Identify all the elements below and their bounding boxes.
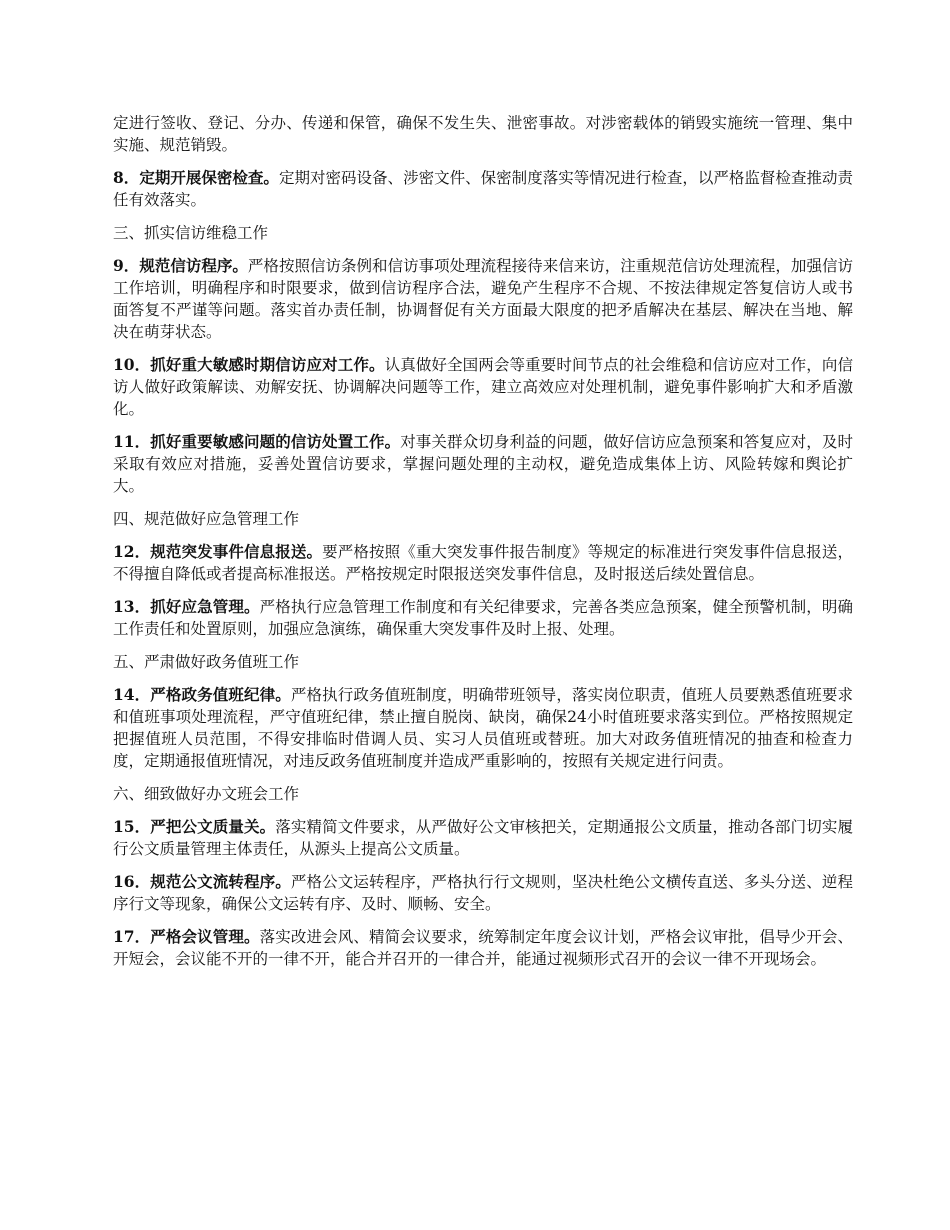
item-heading: 11．抓好重要敏感问题的信访处置工作。 xyxy=(113,432,401,451)
paragraph-item-8 xyxy=(113,167,853,211)
paragraph-item-13 xyxy=(113,596,853,640)
paragraph-continuation xyxy=(113,112,853,156)
paragraph-item-9 xyxy=(113,255,853,343)
document-page xyxy=(113,112,853,981)
section-heading-3: 三、抓实信访维稳工作 xyxy=(113,224,269,242)
item-heading: 10．抓好重大敏感时期信访应对工作。 xyxy=(113,355,385,374)
item-heading: 8．定期开展保密检查。 xyxy=(113,168,279,187)
paragraph-text: 定进行签收、登记、分办、传递和保管，确保不发生失、泄密事故。对涉密载体的销毁实施统一管理、集中实施、规范销毁。 xyxy=(113,114,853,154)
paragraph-text: 定期对密码设备、涉密文件、保密制度落实等情况进行检查，以严格监督检查推动责任有效落实。 xyxy=(113,169,853,209)
section-heading-4: 四、规范做好应急管理工作 xyxy=(113,510,300,528)
item-heading: 15．严把公文质量关。 xyxy=(113,817,276,836)
paragraph-item-12 xyxy=(113,541,853,585)
paragraph-text: 严格按照信访条例和信访事项处理流程接待来信来访，注重规范信访处理流程，加强信访工作培训，明确程序和时限要求，做到信访程序合法，避免产生程序不合规、不按法律规定答复信访人或书面答复不严谨等问题。落实首办责任制，协调督促有关方面最大限度的把矛盾解决在基层、解决在当地、解决在萌芽状态。 xyxy=(113,257,853,341)
paragraph-item-15 xyxy=(113,816,853,860)
section-heading-6: 六、细致做好办文班会工作 xyxy=(113,785,300,803)
paragraph-item-10 xyxy=(113,354,853,420)
paragraph-text: 严格执行应急管理工作制度和有关纪律要求，完善各类应急预案，健全预警机制，明确工作责任和处置原则，加强应急演练，确保重大突发事件及时上报、处理。 xyxy=(113,598,853,638)
paragraph-text: 落实精简文件要求，从严做好公文审核把关，定期通报公文质量，推动各部门切实履行公文质量管理主体责任，从源头上提高公文质量。 xyxy=(113,818,853,858)
item-heading: 16．规范公文流转程序。 xyxy=(113,872,291,891)
paragraph-text: 对事关群众切身利益的问题，做好信访应急预案和答复应对，及时采取有效应对措施，妥善处置信访要求，掌握问题处理的主动权，避免造成集体上访、风险转嫁和舆论扩大。 xyxy=(113,433,853,495)
item-heading: 9．规范信访程序。 xyxy=(113,256,248,275)
item-heading: 17．严格会议管理。 xyxy=(113,927,260,946)
paragraph-item-17 xyxy=(113,926,853,970)
paragraph-text: 严格公文运转程序，严格执行行文规则，坚决杜绝公文横传直送、多头分送、逆程序行文等现象，确保公文运转有序、及时、顺畅、安全。 xyxy=(113,873,853,913)
paragraph-item-14 xyxy=(113,684,853,772)
item-heading: 13．抓好应急管理。 xyxy=(113,597,260,616)
item-heading: 14．严格政务值班纪律。 xyxy=(113,685,291,704)
paragraph-item-11 xyxy=(113,431,853,497)
paragraph-text: 认真做好全国两会等重要时间节点的社会维稳和信访应对工作，向信访人做好政策解读、劝解安抚、协调解决问题等工作，建立高效应对处理机制，避免事件影响扩大和矛盾激化。 xyxy=(113,356,853,418)
paragraph-text: 严格执行政务值班制度，明确带班领导，落实岗位职责，值班人员要熟悉值班要求和值班事项处理流程，严守值班纪律，禁止擅自脱岗、缺岗，确保24小时值班要求落实到位。严格按照规定把握值班人员范围，不得安排临时借调人员、实习人员值班或替班。加大对政务值班情况的抽查和检查力度，定期通报值班情况，对违反政务值班制度并造成严重影响的，按照有关规定进行问责。 xyxy=(113,686,853,770)
paragraph-text: 要严格按照《重大突发事件报告制度》等规定的标准进行突发事件信息报送，不得擅自降低或者提高标准报送。严格按规定时限报送突发事件信息，及时报送后续处置信息。 xyxy=(113,543,853,583)
item-heading: 12．规范突发事件信息报送。 xyxy=(113,542,323,561)
section-heading-5: 五、严肃做好政务值班工作 xyxy=(113,653,300,671)
paragraph-item-16 xyxy=(113,871,853,915)
paragraph-text: 落实改进会风、精简会议要求，统筹制定年度会议计划，严格会议审批，倡导少开会、开短会，会议能不开的一律不开，能合并召开的一律合并，能通过视频形式召开的会议一律不开现场会。 xyxy=(113,928,853,968)
